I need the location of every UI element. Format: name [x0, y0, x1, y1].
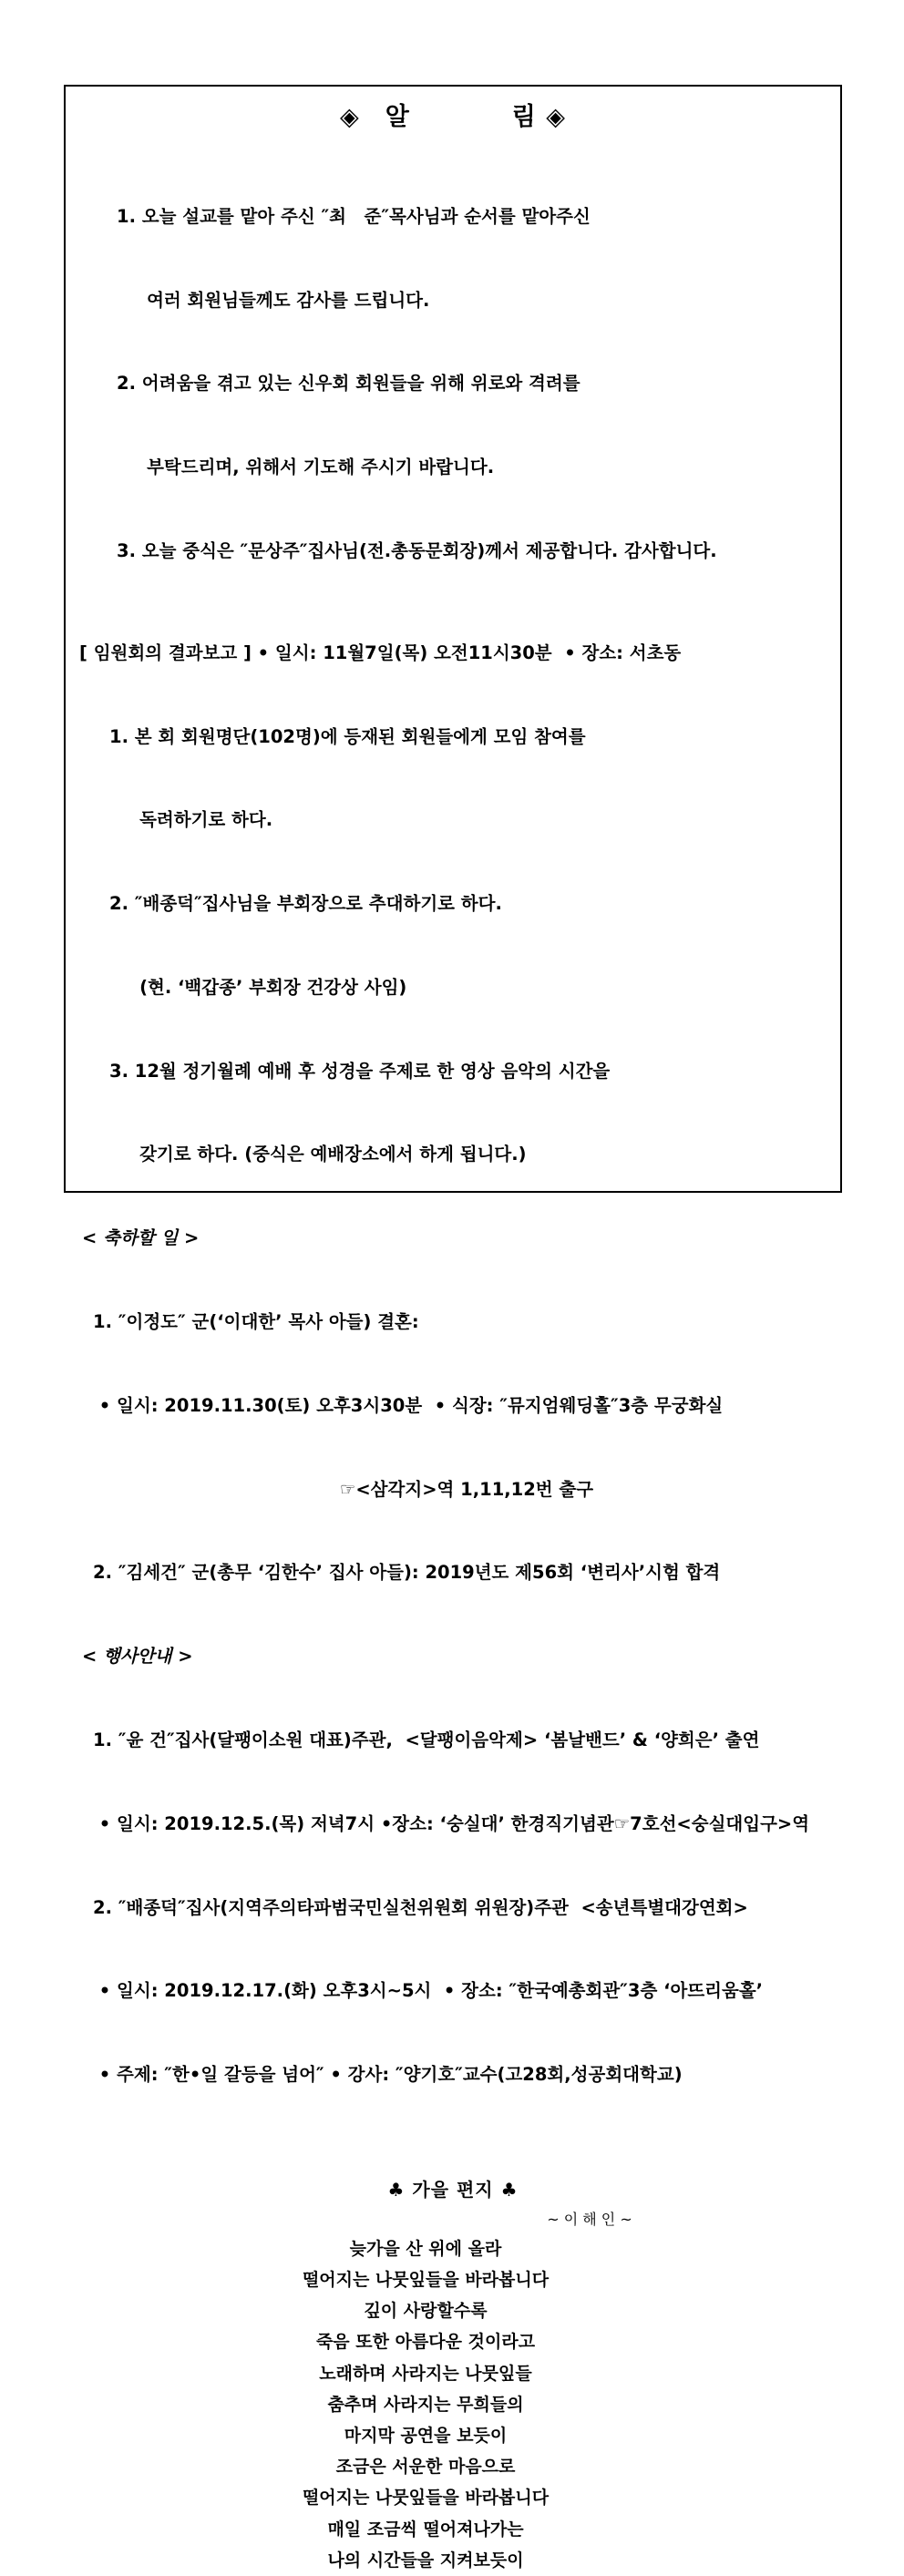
- board-report-heading: [ 임원회의 결과보고 ] • 일시: 11월7일(목) 오전11시30분 • 장소: 서초동: [79, 641, 682, 663]
- congrats-list: [66, 1253, 840, 1643]
- notice-item: 여러 회원님들께도 감사를 드립니다.: [117, 289, 430, 311]
- document-page: [64, 85, 842, 2571]
- notice-item: 2. 어려움을 겪고 있는 신우회 회원들을 위해 위로와 격려를: [117, 373, 580, 395]
- board-report-item: 3. 12월 정기월례 예배 후 성경을 주제로 한 영상 음악의 시간을: [109, 1060, 611, 1082]
- poem-line: 마지막 공연을 보듯이: [344, 2426, 508, 2447]
- poem-line: 노래하며 사라지는 나뭇잎들: [319, 2363, 532, 2384]
- board-report-item: 2. ″배종덕″집사님을 부회장으로 추대하기로 하다.: [109, 893, 502, 915]
- events-heading: < 행사안내 >: [82, 1646, 193, 1668]
- event-item: • 주제: ″한•일 갈등을 넘어″ • 강사: ″양기호″교수(고28회,성공회대학교): [93, 2064, 683, 2086]
- board-report-item: (현. ‘백갑종’ 부회장 건강상 사임): [109, 976, 407, 998]
- congrats-item: 2. ″김세건″ 군(총무 ‘김한수’ 집사 아들): 2019년도 제56회 ‘변리사’시험 합격: [93, 1562, 721, 1584]
- board-report-item: 갖기로 하다. (중식은 예배장소에서 하게 됩니다.): [109, 1144, 527, 1165]
- poem-line: 늦가을 산 위에 올라: [349, 2238, 502, 2259]
- notice-item: 3. 오늘 중식은 ″문상주″집사님(전.총동문회장)께서 제공합니다. 감사합니다.: [117, 540, 717, 561]
- section-spacer: [66, 621, 840, 640]
- congrats-heading: < 축하할 일 >: [82, 1227, 200, 1249]
- congrats-item: • 일시: 2019.11.30(토) 오후3시30분 • 식장: ″뮤지엄웨딩홀″3층 무궁화실: [93, 1394, 724, 1416]
- poem-line: 매일 조금씩 떨어져나가는: [327, 2519, 524, 2540]
- poem-line: 떨어지는 나뭇잎들을 바라봅니다: [302, 2270, 550, 2291]
- events-list: [66, 1671, 840, 2145]
- poem-title: ♣ 가을 편지 ♣: [387, 2178, 519, 2201]
- poem-author: ~ 이 해 인 ~: [547, 2210, 632, 2228]
- notice-item: 1. 오늘 설교를 맡아 주신 ″최 준″목사님과 순서를 맡아주신: [117, 205, 591, 227]
- poem-line: 조금은 서운한 마음으로: [335, 2457, 516, 2478]
- poem-line: 죽음 또한 아름다운 것이라고: [315, 2332, 536, 2353]
- page-title: ◈ 알 림 ◈: [339, 103, 567, 131]
- board-report-item: 독려하기로 하다.: [109, 809, 273, 831]
- poem-line: 깊이 사랑할수록: [364, 2301, 488, 2322]
- poem-section: [66, 2176, 840, 2576]
- event-item: • 일시: 2019.12.17.(화) 오후3시~5시 • 장소: ″한국예총회관″3층 ‘아뜨리움홀’: [93, 1980, 764, 2002]
- board-report-item: 1. 본 회 회원명단(102명)에 등재된 회원들에게 모임 참여를: [109, 725, 586, 747]
- congrats-subway-note: ☞<삼각지>역 1,11,12번 출구: [339, 1478, 594, 1500]
- event-item: 2. ″배종덕″집사(지역주의타파범국민실천위원회 위원장)주관 <송년특별대강연회>: [93, 1896, 748, 1918]
- board-report-list: [66, 667, 840, 1225]
- poem-line: 나의 시간들을 지켜보듯이: [327, 2550, 524, 2571]
- notice-item: 부탁드리며, 위해서 기도해 주시기 바랍니다.: [117, 457, 495, 478]
- congrats-item: 1. ″이정도″ 군(‘이대한’ 목사 아들) 결혼:: [93, 1311, 419, 1333]
- event-item: • 일시: 2019.12.5.(목) 저녁7시 •장소: ‘숭실대’ 한경직기념관☞7호선<숭실대입구>역: [93, 1812, 810, 1834]
- poem-line: 떨어지는 나뭇잎들을 바라봅니다: [302, 2488, 550, 2509]
- notice-list: [66, 148, 840, 621]
- poem-line: 춤추며 사라지는 무희들의: [327, 2394, 524, 2415]
- poem-body: [66, 2233, 840, 2576]
- event-item: 1. ″윤 건″집사(달팽이소원 대표)주관, <달팽이음악제> ‘봄날밴드’ & ‘양희은’ 출연: [93, 1729, 760, 1750]
